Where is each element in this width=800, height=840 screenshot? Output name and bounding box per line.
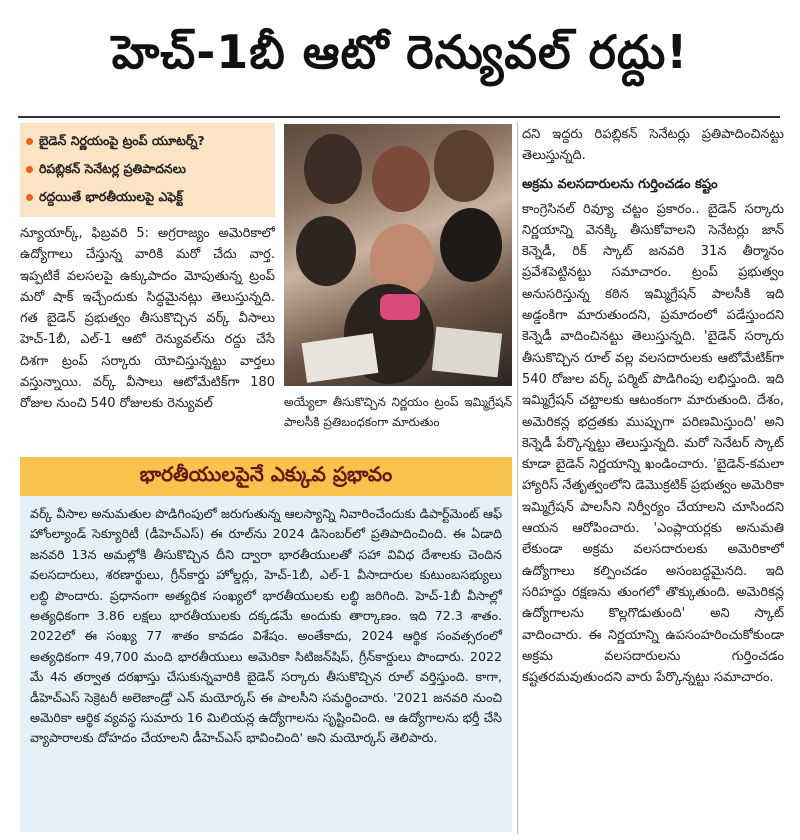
highlights-box — [20, 123, 275, 217]
sidebar-box-body: వర్క్ వీసాల అనుమతుల పొడిగింపులో జరుగుతున్న ఆలస్యాన్ని నివారించేందుకు డిపార్ట్‌మెంట్ ఆఫ్ హోంల్యాండ్ సెక్యూరిటీ (డీహెచ్‌ఎస్) ఈ రూల్‌ను 2024 డిసెంబర్‌లో ప్రతిపాదించింది. ఈ ఏడాది జనవరి 13న అమల్లోకి తీసుకొచ్చిన దీని ద్వారా భారతీయులతో సహా వివిధ దేశాలకు చెందిన వలసదారులు, శరణార్థులు, గ్రీన్‌కార్డు హోల్డర్లు, హెచ్-1బీ, ఎల్-1 వీసాదారుల కుటుంబసభ్యులు లబ్ధి పొందారు. ప్రధానంగా అత్యధిక సంఖ్యలో భారతీయులకు లబ్ధి జరిగింది. హెచ్-1బీ వీసాల్లో అత్యధికంగా 3.86 లక్షలు భారతీయులకు దక్కడమే అందుకు తార్కాణం. ఇది 72.3 శాతం. 2022లో ఈ సంఖ్య 77 శాతం కావడం విశేషం. అంతేకాదు, 2024 ఆర్థిక సంవత్సరంలో అత్యధికంగా 49,700 మంది భారతీయులు అమెరికా సిటిజన్‌షిప్, గ్రీన్‌కార్డులు పొందారు. 2022 మే 4న తర్వాత దరఖాస్తు చేసుకున్నవారికి బైడెన్ సర్కారు తీసుకొచ్చిన రూల్ వర్తిస్తుంది. కాగా, డీహెచ్‌ఎస్ సెక్రెటరీ అలెజాండ్రో ఎన్ మయోర్కస్ ఈ పాలసీని సమర్థించారు. '2021 జనవరి నుంచి అమెరికా ఆర్థిక వ్యవస్థ సుమారు 16 మిలియన్ల ఉద్యోగాలను సృష్టించింది. ఆ ఉద్యోగాలను భర్తీ చేసి వ్యాపారాలకు దోహదం చేయాలని డీహెచ్‌ఎస్ భావించింది' అని మయోర్కస్ తెలిపారు. — [30, 506, 502, 746]
sidebar-box-title: భారతీయులపైనే ఎక్కువ ప్రభావం — [20, 457, 512, 496]
highlight-text: రద్దయితే భారతీయులపై ఎఫెక్ట్ — [39, 189, 183, 204]
highlight-text: బైడెన్ నిర్ణయంపై ట్రంప్ యూటర్న్? — [39, 133, 205, 148]
sidebar-box — [20, 496, 512, 832]
students-photo — [284, 124, 512, 386]
lead-paragraph: న్యూయార్క్, ఫిబ్రవరి 5: అగ్రరాజ్యం అమెరికాలో ఉద్యోగాలు చేస్తున్న వారికి మరో చేదు వార్త. ఇప్పటికే వలసలపై ఉక్కుపాదం మోపుతున్న ట్రంప్ మరో షాక్ ఇచ్చేందుకు సిద్ధమైనట్లు తెలుస్తున్నది. గత బైడెన్ ప్రభుత్వం తీసుకొచ్చిన వర్క్ వీసాలు హెచ్-1బీ, ఎల్-1 ఆటో రెన్యువల్‌ను రద్దు చేసే దిశగా ట్రంప్ సర్కారు యోచిస్తున్నట్టు వార్తలు వస్తున్నాయి. వర్క్ వీసాలు ఆటోమేటిక్‌గా 180 రోజుల నుంచి 540 రోజులకు రెన్యువల్ — [20, 226, 275, 412]
photo-continuation-text: అయ్యేలా తీసుకొచ్చిన నిర్ణయం ట్రంప్ ఇమ్మిగ్రేషన్ పాలసీకి ప్రతిబంధకంగా మారుతుం — [284, 395, 512, 429]
right-column-body: కాంగ్రెసినల్ రివ్యూ చట్టం ప్రకారం.. బైడెన్ సర్కారు నిర్ణయాన్ని వెనక్కి తీసుకోవాలని సెనేటర్లు జాన్ కెన్నెడీ, రిక్ స్కాట్ జనవరి 31న తీర్మానం ప్రవేశపెట్టినట్టు సమాచారం. ట్రంప్ ప్రభుత్వం అనుసరిస్తున్న కఠిన ఇమ్మిగ్రేషన్ పాలసీకి ఇది అడ్డంకిగా మారుతుందని, ప్రమాదంలో పడేస్తుందని కెన్నెడీ వాదించినట్టు తెలుస్తున్నది. 'బైడెన్ సర్కారు తీసుకొచ్చిన రూల్ వల్ల వలసదారులకు ఆటోమేటిక్‌గా 540 రోజుల వర్క్ పర్మిట్ పొడిగింపు లభిస్తుంది. ఇది ఇమ్మిగ్రేషన్ చట్టాలకు ఆటంకంగా మారుతుంది. దేశం, అమెరికన్ల భద్రతకు ముప్పుగా పరిణమిస్తుంది' అని కెన్నెడీ పేర్కొన్నట్టు తెలుస్తున్నది. మరో సెనేటర్ స్కాట్ కూడా బైడెన్ నిర్ణయాన్ని ఖండించారు. 'బైడెన్-కమలా హ్యారిస్ నేతృత్వంలోని డెమొక్రటిక్ ప్రభుత్వం అమెరికా ఇమ్మిగ్రేషన్ పాలసీని నిర్వీర్యం చేయాలని చూసిందని ఆయన ఆరోపించారు. 'ఎంప్లాయర్లకు అనుమతి లేకుండా అక్రమ వలసదారులకు అమెరికాలో ఉద్యోగాలు కల్పించడం అసంబద్ధమైనది. ఇది సరిహద్దు రక్షణను తుంగలో తొక్కుతుంది. అమెరికన్ల ఉద్యోగాలను కొల్లగొడుతుంది' అని స్కాట్ వాదించారు. ఈ నిర్ణయాన్ని ఉపసంహరించుకోకుండా అక్రమ వలసదారులను గుర్తించడం కష్టతరమవుతుందని వారు పేర్కొన్నట్టు సమాచారం. — [522, 201, 784, 686]
highlight-item — [26, 127, 269, 155]
bullet-icon — [26, 138, 33, 145]
highlight-item — [26, 155, 269, 183]
column-divider — [517, 122, 518, 834]
highlight-item — [26, 183, 269, 211]
right-column — [522, 124, 784, 832]
right-column-subheading: అక్రమ వలసదారులను గుర్తించడం కష్టం — [522, 176, 718, 192]
headline-divider — [18, 116, 780, 118]
headline: హెచ్-1బీ ఆటో రెన్యువల్ రద్దు! — [111, 25, 689, 79]
right-column-intro: దని ఇద్దరు రిపబ్లికన్ సెనేటర్లు ప్రతిపాదించినట్టు తెలుస్తున్నది. — [522, 127, 784, 164]
bullet-icon — [26, 194, 33, 201]
bullet-icon — [26, 166, 33, 173]
highlight-text: రిపబ్లికన్ సెనేటర్ల ప్రతిపాదనలు — [39, 161, 186, 176]
